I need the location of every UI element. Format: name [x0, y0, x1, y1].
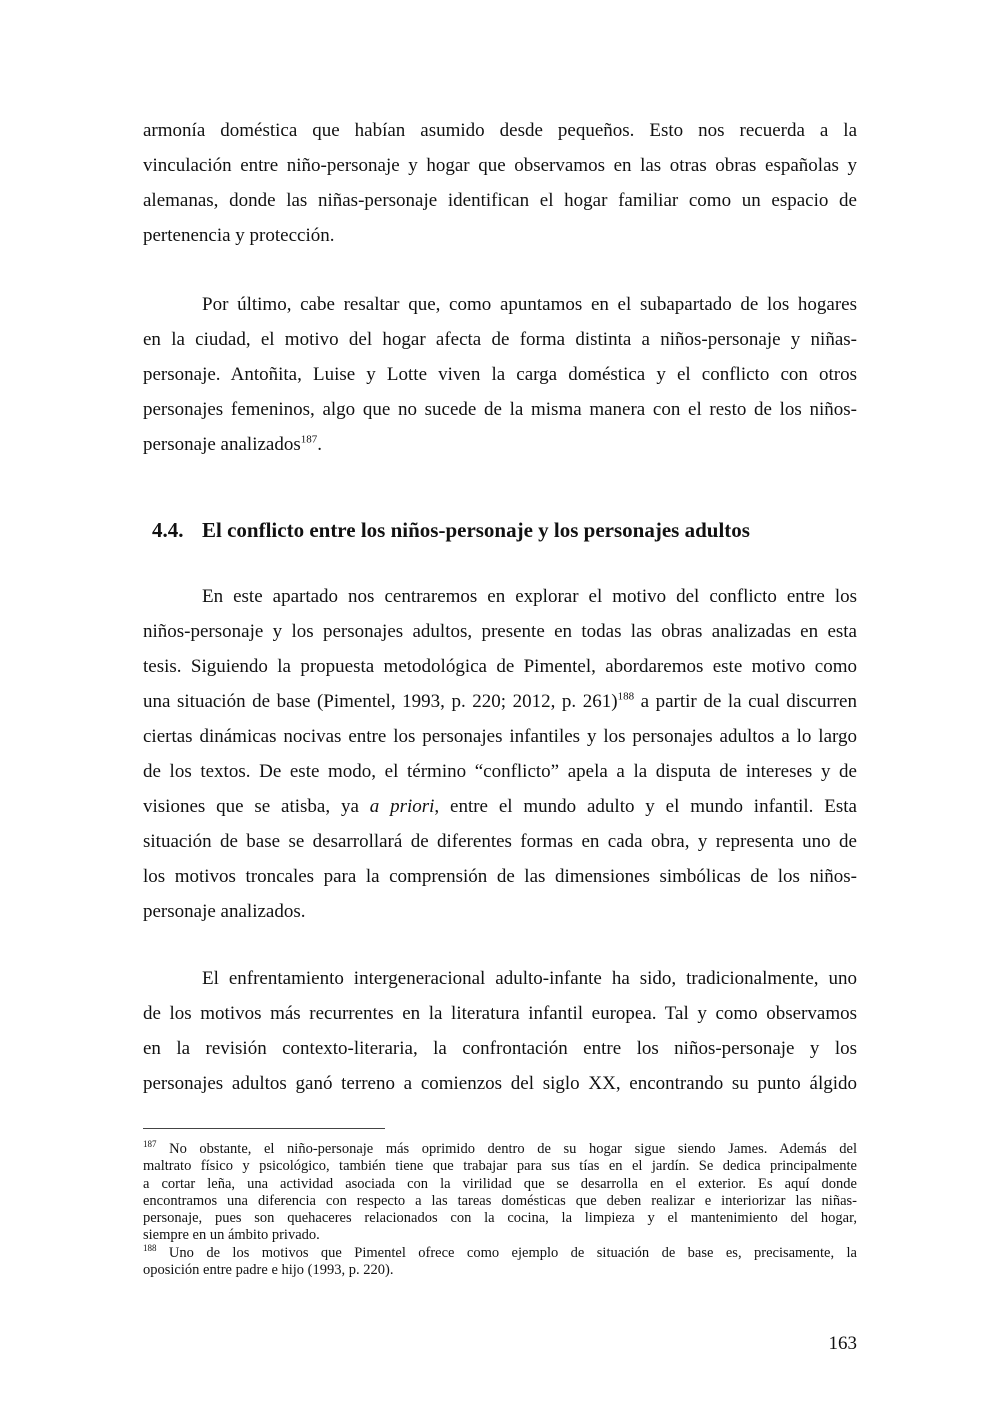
paragraph-intergenerational [143, 961, 857, 1101]
paragraph-conflict-intro [143, 579, 857, 929]
footnote-line: a cortar leña, una actividad asociada con la virilidad que se desarrolla en el exterior. Es aquí donde [143, 1175, 857, 1192]
text-line: en la ciudad, el motivo del hogar afecta de forma distinta a niños-personaje y niñas- [143, 329, 857, 350]
text-line: situación de base se desarrollará de diferentes formas en cada obra, y representa uno de [143, 831, 857, 852]
footnote-separator [143, 1128, 385, 1129]
text-line: personaje. Antoñita, Luise y Lotte viven la carga doméstica y el conflicto con otros [143, 364, 857, 385]
footnote-line: personaje, pues son quehaceres relacionados con la cocina, la limpieza y el mantenimiento del hogar, [143, 1210, 857, 1227]
footnote-number: 187 [143, 1139, 157, 1150]
section-title: El conflicto entre los niños-personaje y los personajes adultos [202, 518, 750, 542]
text-segment: , entre el mundo adulto y el mundo infantil. Esta [434, 796, 857, 817]
footnote-line: oposición entre padre e hijo (1993, p. 220). [143, 1262, 394, 1279]
text-line: personaje analizados. [143, 901, 306, 922]
text-segment: No obstante, el niño-personaje más oprimido dentro de su hogar sigue siendo James. Además del [156, 1141, 857, 1157]
text-line: personajes adultos ganó terreno a comienzos del siglo XX, encontrando su punto álgido [143, 1073, 857, 1094]
footnote-line [143, 1141, 857, 1158]
footnote-line: maltrato físico y psicológico, también tiene que trabajar para sus tías en el jardín. Se dedica principalmente [143, 1158, 857, 1175]
text-segment: visiones que se atisba, ya [143, 796, 370, 817]
section-heading [152, 513, 872, 547]
paragraph-home-motif [143, 287, 857, 462]
text-segment: personaje analizados [143, 434, 301, 455]
text-line: vinculación entre niño-personaje y hogar que observamos en las otras obras españolas y [143, 155, 857, 176]
text-line: tesis. Siguiendo la propuesta metodológica de Pimentel, abordaremos este motivo como [143, 656, 857, 677]
text-line [143, 684, 857, 719]
footnote-line [143, 1242, 857, 1262]
text-line: de los textos. De este modo, el término “conflicto” apela a la disputa de intereses y de [143, 761, 857, 782]
footnote-ref-188[interactable]: 188 [617, 690, 635, 703]
text-line: niños-personaje y los personajes adultos, presente en todas las obras analizadas en esta [143, 621, 857, 642]
text-segment: a partir de la cual discurren [634, 691, 857, 712]
text-line: Por último, cabe resaltar que, como apuntamos en el subapartado de los hogares [202, 294, 857, 315]
text-line [143, 789, 857, 824]
text-line: El enfrentamiento intergeneracional adulto-infante ha sido, tradicionalmente, uno [202, 968, 857, 989]
text-line: ciertas dinámicas nocivas entre los personajes infantiles y los personajes adultos a lo largo [143, 726, 857, 747]
footnote-ref-187[interactable]: 187 [300, 433, 318, 446]
paragraph-continuation [143, 113, 857, 253]
text-line: los motivos troncales para la comprensión de las dimensiones simbólicas de los niños- [143, 866, 857, 887]
text-line: pertenencia y protección. [143, 225, 335, 246]
footnote-number: 188 [143, 1242, 157, 1253]
footnote-line: siempre en un ámbito privado. [143, 1227, 320, 1244]
text-segment: . [317, 434, 322, 455]
text-segment: Uno de los motivos que Pimentel ofrece como ejemplo de situación de base es, precisamente, la [156, 1244, 857, 1261]
text-line: personajes femeninos, algo que no sucede de la misma manera con el resto de los niños- [143, 399, 857, 420]
section-number: 4.4. [152, 518, 184, 542]
footnote-line: encontramos una diferencia con respecto a las tareas domésticas que deben realizar e interiorizar las niñas- [143, 1192, 857, 1209]
text-line [143, 427, 857, 462]
footnote-187 [143, 1141, 857, 1245]
text-line: En este apartado nos centraremos en explorar el motivo del conflicto entre los [202, 586, 857, 607]
page-number: 163 [828, 1333, 857, 1354]
text-line: de los motivos más recurrentes en la literatura infantil europea. Tal y como observamos [143, 1003, 857, 1024]
text-line: alemanas, donde las niñas-personaje identifican el hogar familiar como un espacio de [143, 190, 857, 211]
text-line: en la revisión contexto-literaria, la confrontación entre los niños-personaje y los [143, 1038, 857, 1059]
footnote-188 [143, 1242, 857, 1280]
text-line: armonía doméstica que habían asumido desde pequeños. Esto nos recuerda a la [143, 120, 857, 141]
italic-term: a priori [369, 796, 435, 817]
footnotes [143, 1141, 857, 1279]
text-segment: una situación de base (Pimentel, 1993, p. 220; 2012, p. 261) [143, 691, 618, 712]
